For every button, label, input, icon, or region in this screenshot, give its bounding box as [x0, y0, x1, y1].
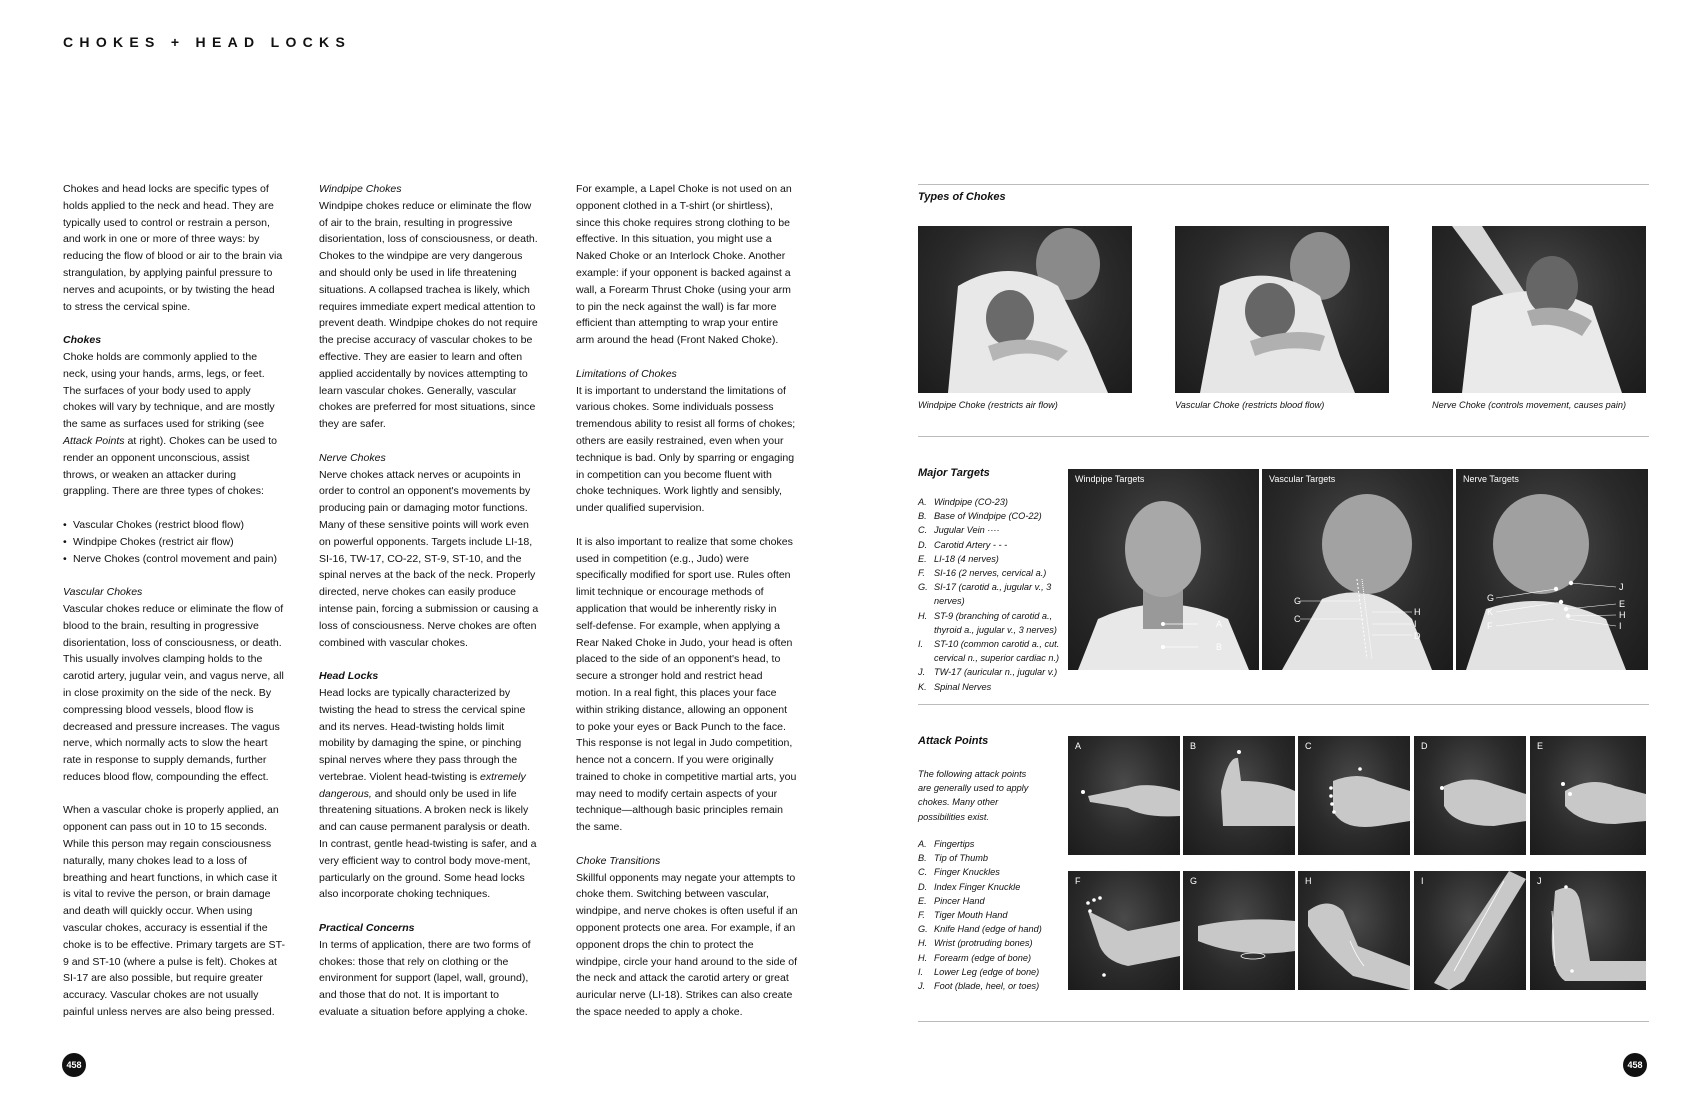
attack-tile-pincer-hand — [1530, 736, 1646, 855]
page-header-title: CHOKES + HEAD LOCKS — [63, 34, 352, 50]
list-item: J. Foot (blade, heel, or toes) — [918, 981, 1040, 992]
attack-points-ref: Attack Points — [63, 434, 125, 447]
target-letter-e: E — [1619, 599, 1626, 609]
attack-tile-tiger-mouth — [1068, 871, 1180, 990]
intro-paragraph: Chokes and head locks are specific types of holds applied to the neck and head. They are typically used to control or restrain a person, and work in one or more of three ways: by reducing the flow of blood or air to the brain via strangulation, by applying painful pressure to nerves and acupoints, or by twisting the head to stress the cervical spine. — [63, 183, 283, 313]
lapel-paragraph: For example, a Lapel Choke is not used on an opponent clothed in a T-shirt (or shirtless), since this choke requires strong clothing to be effective. In this situation, you might use a Naked Choke or an Interlock Choke. Another example: if your opponent is backed against a wall, a Forearm Thrust Choke (using your arm to pin the neck against the wall) is far more efficient than attempting to wrap your entire arm around the head (Front Naked Choke). — [576, 183, 792, 347]
limitations-paragraph-2: It is also important to realize that some chokes used in competition (e.g., Judo) were specifically modified for sport use. Rules often limit technique or encourage methods of application that would be inherently risky in self-defense. For example, when applying a Rear Naked Choke in Judo, your head is often placed to the side of an opponent's head, to secure a stronger hold and restrict head motion. In a real fight, this places your face within striking distance, allowing an opponent to poke your eyes or Back Punch to the face. This response is not legal in Judo competition, hence not a concern. If you were originally trained to choke in competitive martial arts, you may need to modify certain aspects of your technique—although basic principles remain the same. — [576, 535, 797, 834]
list-item: J. TW-17 (auricular n., jugular v.) — [918, 667, 1058, 678]
list-item: K. Spinal Nerves — [918, 681, 992, 692]
list-item: G. Knife Hand (edge of hand) — [918, 924, 1042, 935]
caption-windpipe-choke: Windpipe Choke (restricts air flow) — [918, 400, 1058, 410]
vascular-targets-photo — [1262, 469, 1453, 670]
page-number-right: 458 — [1623, 1053, 1647, 1077]
tile-letter-c: C — [1305, 741, 1312, 751]
attack-tile-knife-hand — [1183, 871, 1295, 990]
tile-letter-h: H — [1305, 876, 1312, 886]
attack-tile-tip-of-thumb — [1183, 736, 1295, 855]
windpipe-text: Windpipe chokes reduce or eliminate the flow of air to the brain, resulting in progressive disorientation, loss of consciousness, or death. Chokes to the windpipe are very dangerous and should only be used in life threatening situations. A collapsed trachea is likely, which requires immediate expert medical attention to prevent death. Windpipe chokes do not require the precise accuracy of vascular chokes to be effective. They are easier to learn and often applied accidentally by novices attempting to learn vascular chokes. Generally, vascular chokes are preferred for most situations, since they are safer. — [319, 199, 538, 431]
nerve-targets-label: Nerve Targets — [1463, 474, 1519, 484]
tile-letter-d: D — [1421, 741, 1428, 751]
headlocks-text-b: and should only be used in life threatening situations. A broken neck is likely and can cause permanent paralysis or death. In contrast, gentle head-twisting is safer, and a very efficient way to control body move-ment, particularly on the ground. Some head locks also incorporate choking techniques. — [319, 787, 537, 901]
headlocks-section — [319, 668, 541, 903]
divider — [918, 184, 1649, 185]
nerve-section — [319, 450, 541, 652]
vascular-targets-label: Vascular Targets — [1269, 474, 1336, 484]
page-number-left: 458 — [62, 1053, 86, 1077]
chokes-text-b: at right). Chokes can be used to render an opponent unconscious, assist throws, or weaken an attacker during grappling. There are three types of chokes: — [63, 434, 277, 498]
list-item: A. Windpipe (CO-23) — [918, 497, 1008, 507]
list-item: H. Wrist (protruding bones) — [918, 938, 1033, 949]
limitations-text: It is important to understand the limitations of various chokes. Some individuals possess tremendous ability to resist all forms of chokes; others are easily restrained, even when your technique is bad. Only by sparring or engaging in competition can you become fluent with choke techniques. Work lightly and sensibly, under qualified supervision. — [576, 384, 796, 515]
divider — [918, 704, 1649, 705]
nerve-text: Nerve chokes attack nerves or acupoints in order to control an opponent's movements by producing pain or damaging motor functions. Many of these sensitive points will work even on powerful opponents. Targets include LI-18, SI-16, TW-17, CO-22, ST-9, ST-10, and the spinal nerves at the back of the neck. Properly directed, nerve chokes can easily produce intense pain, forcing a submission or causing a loss of consciousness. Nerve chokes are often combined with vascular chokes. — [319, 468, 539, 649]
nerve-choke-photo — [1432, 226, 1646, 393]
target-letter-a: A — [1216, 619, 1223, 629]
list-item: • Nerve Chokes (control movement and pain) — [63, 551, 285, 568]
list-item: E. LI-18 (4 nerves) — [918, 553, 999, 564]
vascular-paragraph-2: When a vascular choke is properly applied, an opponent can pass out in 10 to 15 seconds. While this person may regain consciousness naturally, many chokes lead to a loss of breathing and heart functions, in which case it is vital to revive the person, or brain damage and death will quickly occur. When using vascular chokes, accuracy is essential if the choke is to be effective. Primary targets are ST-9 and ST-10 (where a pulse is felt). Chokes at SI-17 are also possible, but require greater accuracy. Vascular chokes are not usually painful unless nerves are also being pressed. — [63, 804, 285, 1019]
caption-nerve-choke: Nerve Choke (controls movement, causes pain) — [1432, 400, 1627, 410]
target-letter-f: F — [1487, 621, 1493, 631]
major-targets-title: Major Targets — [918, 467, 990, 479]
tile-letter-g: G — [1190, 876, 1198, 886]
attack-tile-index-knuckle — [1414, 736, 1526, 855]
list-item: F. Tiger Mouth Hand — [918, 910, 1008, 921]
tile-letter-e: E — [1537, 741, 1544, 751]
vascular-section — [63, 584, 285, 786]
target-letter-h: H — [1619, 610, 1626, 620]
list-item: B. Tip of Thumb — [918, 853, 989, 864]
practical-heading: Practical Concerns — [319, 922, 415, 935]
limitations-heading: Limitations of Chokes — [576, 367, 677, 380]
list-item: C. Jugular Vein ···· — [918, 525, 1000, 536]
chokes-text-a: Choke holds are commonly applied to the neck, using your hands, arms, legs, or feet. The surfaces of your body used to apply chokes will vary by technique, and are mostly the same as surfaces used for striking (see — [63, 350, 275, 431]
list-item: D. Carotid Artery - - - — [918, 539, 1008, 550]
list-item: F. SI-16 (2 nerves, cervical a.) — [918, 568, 1047, 579]
attack-tile-fingertips — [1068, 736, 1180, 855]
windpipe-heading: Windpipe Chokes — [319, 183, 402, 195]
windpipe-choke-photo — [918, 226, 1132, 393]
list-item: • Vascular Chokes (restrict blood flow) — [63, 517, 285, 534]
types-of-chokes-title: Types of Chokes — [918, 191, 1006, 203]
target-letter-c: C — [1294, 614, 1301, 624]
list-item: A. Fingertips — [918, 839, 975, 849]
list-item: C. Finger Knuckles — [918, 867, 1000, 878]
target-letter-i: I — [1619, 621, 1622, 631]
major-targets-list — [918, 495, 1068, 694]
transitions-heading: Choke Transitions — [576, 854, 661, 867]
list-item: H. ST-9 (branching of carotid a., thyroid a., jugular v., 3 nerves) — [918, 610, 1057, 635]
attack-tile-foot — [1530, 871, 1646, 990]
target-letter-b: B — [1216, 642, 1223, 652]
list-item: • Windpipe Chokes (restrict air flow) — [63, 534, 285, 551]
attack-tile-wrist — [1298, 871, 1410, 990]
target-letter-d: D — [1414, 631, 1421, 641]
target-letter-j: J — [1619, 582, 1624, 592]
chokes-heading: Chokes — [63, 334, 102, 347]
divider — [918, 1021, 1649, 1022]
target-letter-g: G — [1294, 596, 1302, 606]
practical-section — [319, 920, 541, 1021]
vascular-choke-photo — [1175, 226, 1389, 393]
list-item: G. SI-17 (carotid a., jugular v., 3 nerves) — [918, 582, 1052, 607]
windpipe-targets-photo — [1068, 469, 1259, 670]
windpipe-section — [319, 181, 541, 433]
windpipe-targets-label: Windpipe Targets — [1075, 474, 1145, 484]
divider — [918, 436, 1649, 437]
target-letter-h: H — [1414, 607, 1421, 617]
list-item: D. Index Finger Knuckle — [918, 881, 1021, 892]
headlocks-text-a: Head locks are typically characterized by twisting the head to stress the cervical spine and its nerves. Head-twisting holds limit mobility by damaging the spine, or pinching spinal nerves where they pass through the vertebrae. Violent head-twisting is — [319, 686, 526, 783]
target-letter-k: K — [1487, 607, 1494, 617]
nerve-targets-photo — [1456, 469, 1648, 670]
vascular-heading: Vascular Chokes — [63, 586, 143, 599]
list-item: H. Forearm (edge of bone) — [918, 952, 1032, 963]
attack-tile-lower-leg — [1414, 871, 1526, 990]
target-letter-i: I — [1414, 619, 1417, 629]
list-item: I. ST-10 (common carotid a., cut. cervical n., superior cardiac n.) — [918, 639, 1060, 664]
attack-tile-finger-knuckles — [1298, 736, 1410, 855]
transitions-section — [576, 853, 798, 1021]
nerve-heading: Nerve Chokes — [319, 451, 386, 464]
tile-letter-b: B — [1190, 741, 1197, 751]
tile-letter-j: J — [1537, 876, 1542, 886]
headlocks-heading: Head Locks — [319, 670, 379, 683]
list-item: I. Lower Leg (edge of bone) — [918, 966, 1040, 977]
limitations-section — [576, 366, 798, 517]
tile-letter-f: F — [1075, 876, 1081, 886]
list-item: B. Base of Windpipe (CO-22) — [918, 511, 1042, 522]
tile-letter-a: A — [1075, 741, 1082, 751]
attack-points-list — [918, 837, 1068, 993]
target-letter-g: G — [1487, 593, 1495, 603]
headlocks-emphasis: extremely dangerous, — [319, 770, 526, 800]
vascular-text: Vascular chokes reduce or eliminate the flow of blood to the brain, resulting in progressive disorientation, loss of consciousness, or death. This usually involves clamping holds to the carotid artery, jugular vein, and vagus nerve, all in close proximity on the side of the neck. By compressing blood vessels, blood flow is decreased and pressure increases. The vagus nerve, which normally acts to slow the heart rate in response to supply demands, further reduces blood flow, compounding the effect. — [63, 602, 284, 783]
tile-letter-i: I — [1421, 876, 1424, 886]
transitions-text: Skillful opponents may negate your attempts to choke them. Switching between vascular, windpipe, and nerve chokes is often useful if an opponent protects one area. For example, if an opponent drops the chin to protect the windpipe, circle your hand around to the side of the neck and attack the carotid artery or great auricular nerve (LI-18). Strikes can also create the space needed to apply a choke. — [576, 871, 798, 1019]
list-item: E. Pincer Hand — [918, 895, 985, 906]
text-column-1 — [63, 181, 285, 1038]
choke-types-list — [63, 517, 285, 567]
caption-vascular-choke: Vascular Choke (restricts blood flow) — [1175, 400, 1325, 410]
attack-points-title: Attack Points — [918, 735, 989, 747]
chokes-section — [63, 332, 285, 500]
text-column-2 — [319, 181, 541, 1038]
practical-text: In terms of application, there are two forms of chokes: those that rely on clothing or the environment for support (lapel, wall, ground), and those that do not. It is important to evaluate a situation before applying a choke. — [319, 938, 531, 1019]
attack-points-intro: The following attack points are generally used to apply chokes. Many other possibilities exist. — [918, 769, 1029, 822]
text-column-3 — [576, 181, 798, 1038]
